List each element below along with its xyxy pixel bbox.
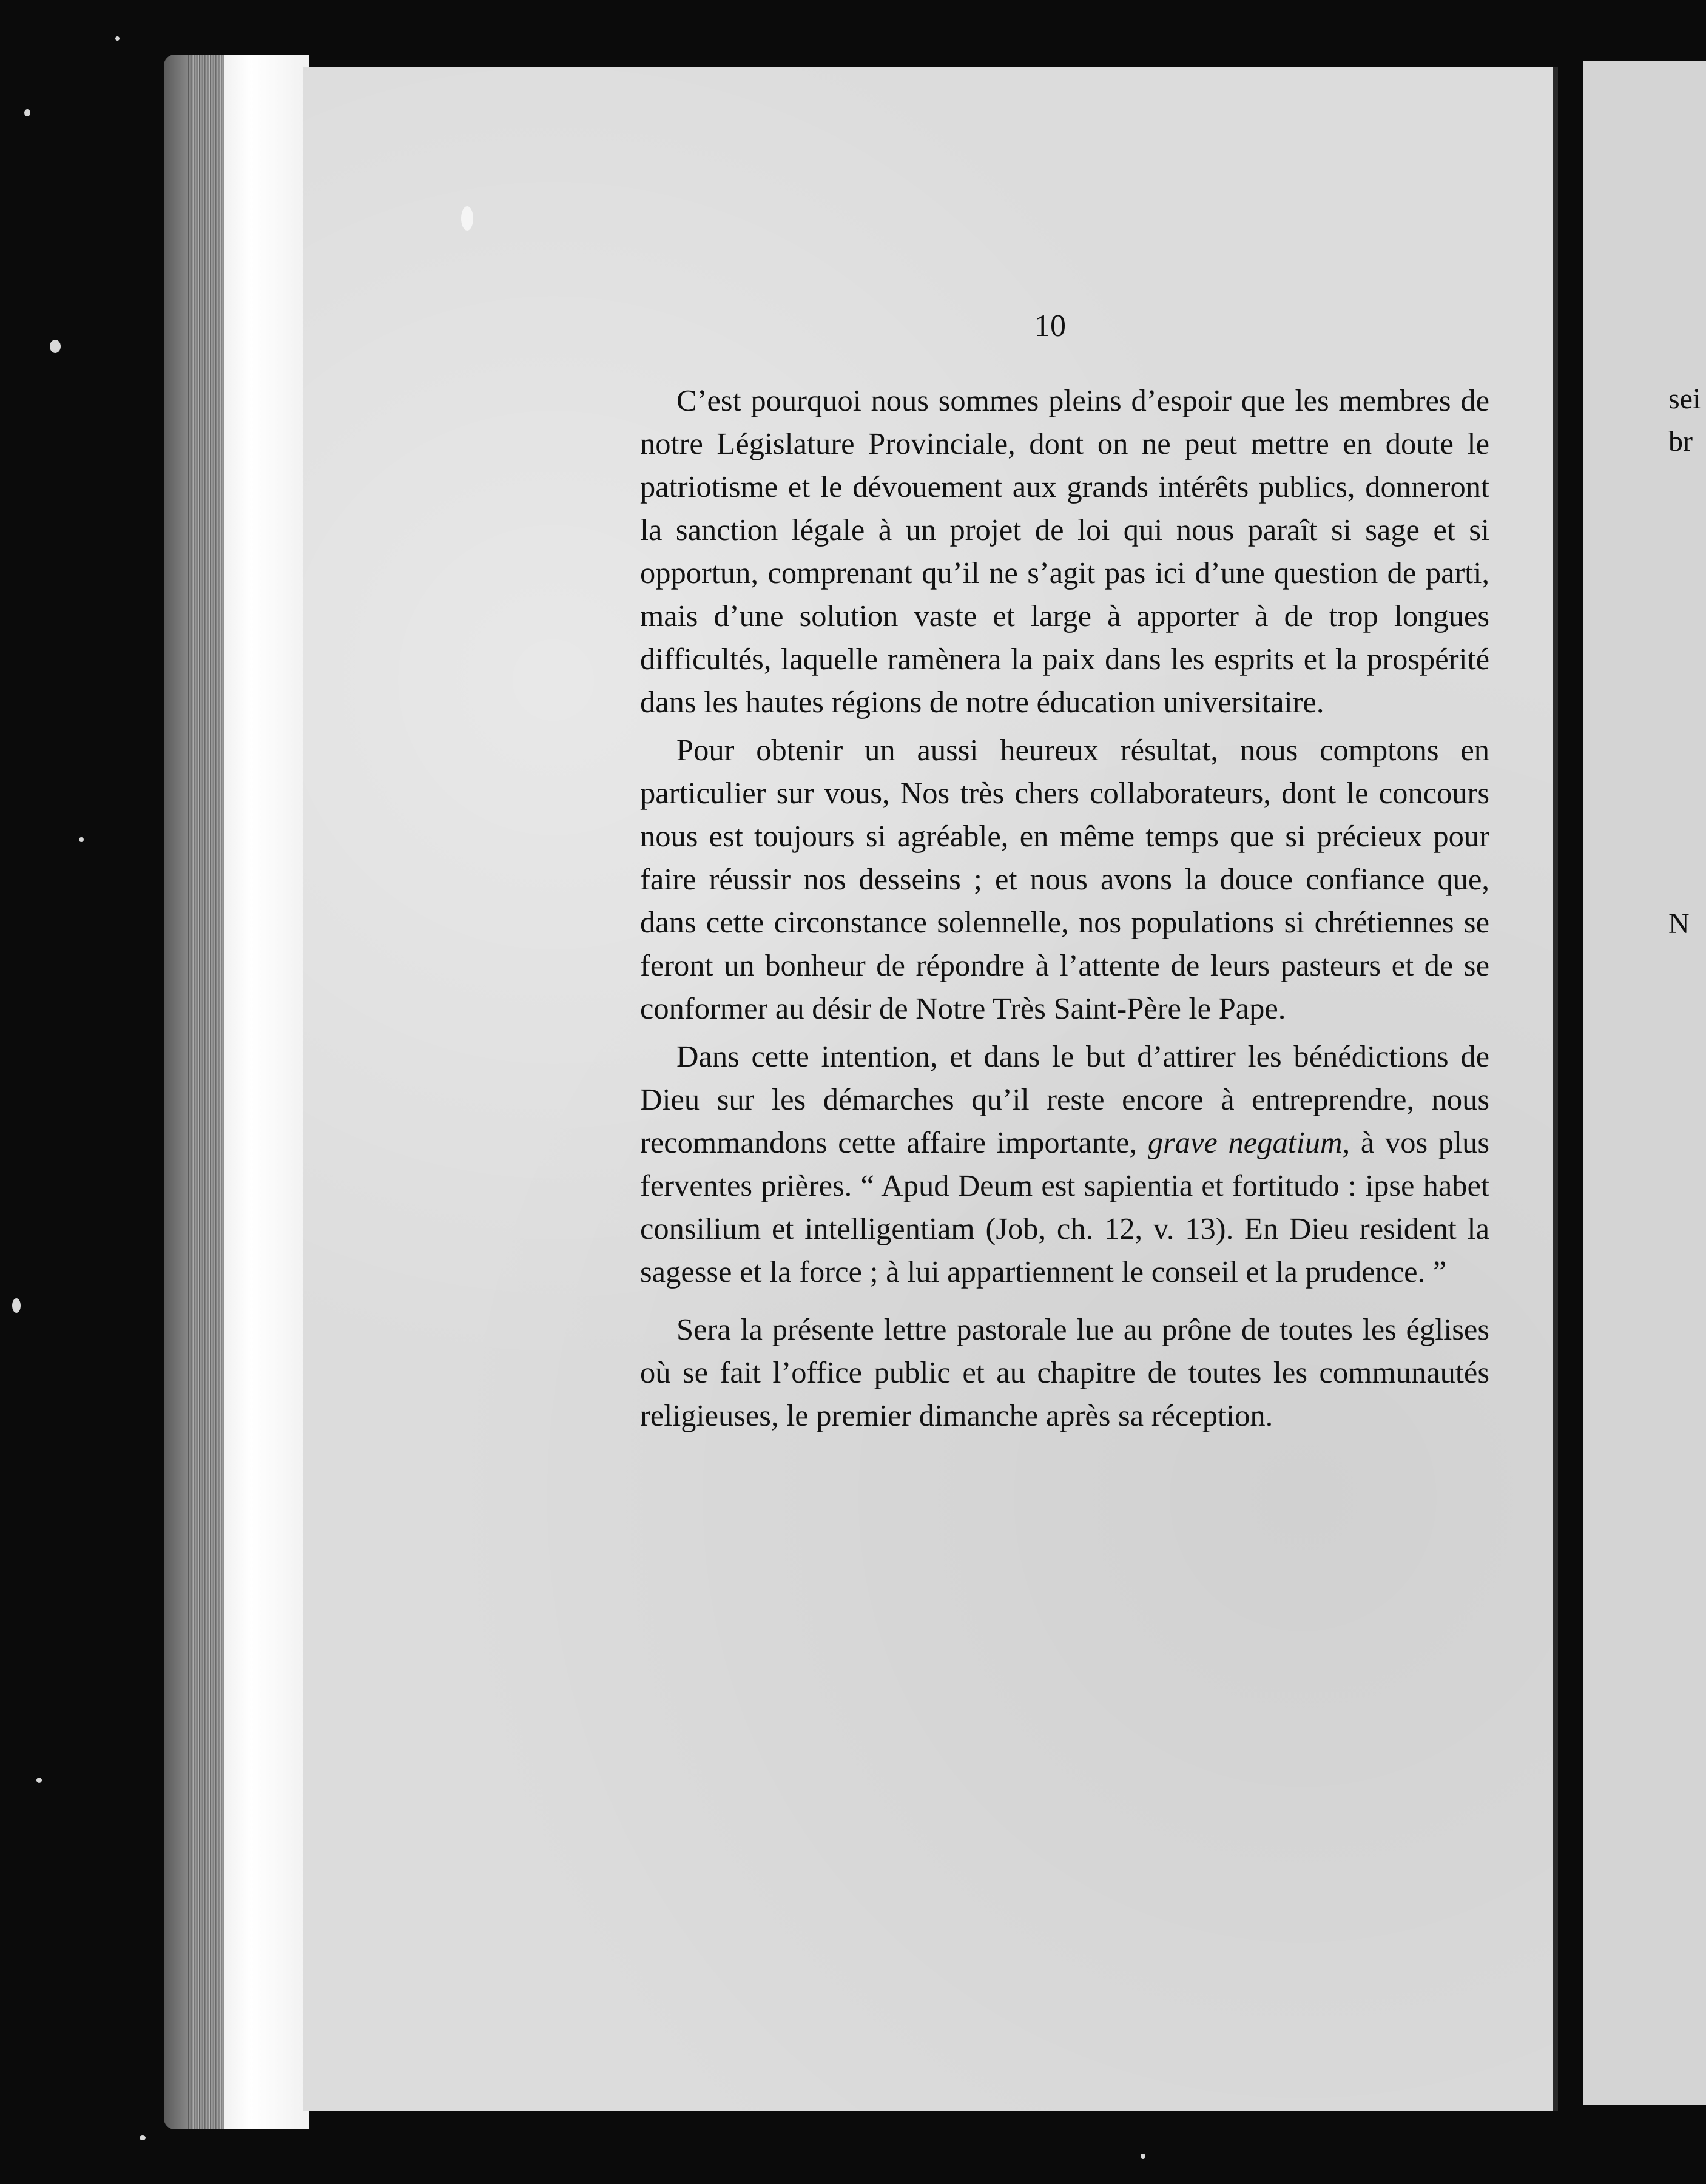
next-page-edge xyxy=(1583,61,1706,2105)
paragraph xyxy=(640,1035,1489,1293)
text-body xyxy=(640,379,1489,1437)
next-page-fragment: sei xyxy=(1668,383,1701,415)
paragraph: C’est pourquoi nous sommes pleins d’espoir que les membres de notre Législature Provinciale, dont on ne peut mettre en doute le patriotisme et le dévouement aux grands intérêts publics, donneront la sanction légale à un projet de loi qui nous paraît si sage et si opportun, comprenant qu’il ne s’agit pas ici d’une question de parti, mais d’une solution vaste et large à apporter à de trop longues difficultés, laquelle ramènera la paix dans les esprits et la prospérité dans les hautes régions de notre éducation universitaire. xyxy=(640,383,1489,719)
dust-speck xyxy=(140,2135,146,2140)
paragraph-text: , à vos plus ferventes prières. “ Apud Deum est sapientia et fortitudo : ipse habet consilium et intelligentiam (Job, ch. 12, v. 13). En Dieu resident la sagesse et la force ; à lui appartiennent le conseil et la prudence. ” xyxy=(640,1125,1489,1289)
paragraph: Pour obtenir un aussi heureux résultat, nous comptons en particulier sur vous, Nos très chers collaborateurs, dont le concours nous est toujours si agréable, en même temps que si précieux pour faire réussir nos desseins ; et nous avons la douce confiance que, dans cette circonstance solennelle, nos populations si chrétiennes se feront un bonheur de répondre à l’attente de leurs pasteurs et de se conformer au désir de Notre Très Saint-Père le Pape. xyxy=(640,733,1489,1025)
paragraph-text: Dans cette intention, et dans le but d’attirer les bénédictions de Dieu sur les démarches qu’il reste encore à entreprendre, nous recommandons cette affaire importante, xyxy=(640,1039,1489,1159)
dust-speck xyxy=(115,36,120,41)
dust-speck xyxy=(79,837,84,842)
latin-phrase: grave negatium xyxy=(1147,1125,1343,1159)
dust-speck xyxy=(1141,2154,1145,2159)
paragraph: Sera la présente lettre pastorale lue au prône de toutes les églises où se fait l’office public et au chapitre de toutes les communautés religieuses, le premier dimanche après sa réception. xyxy=(640,1312,1489,1432)
dust-speck xyxy=(12,1298,21,1313)
dust-speck xyxy=(36,1778,42,1783)
book-page-edges xyxy=(164,55,309,2129)
next-page-fragment: N xyxy=(1668,908,1690,940)
next-page-fragment: br xyxy=(1668,425,1693,457)
dust-speck xyxy=(50,340,61,353)
dust-speck xyxy=(461,206,473,231)
dust-speck xyxy=(24,109,30,116)
page-number: 10 xyxy=(1034,309,1066,343)
